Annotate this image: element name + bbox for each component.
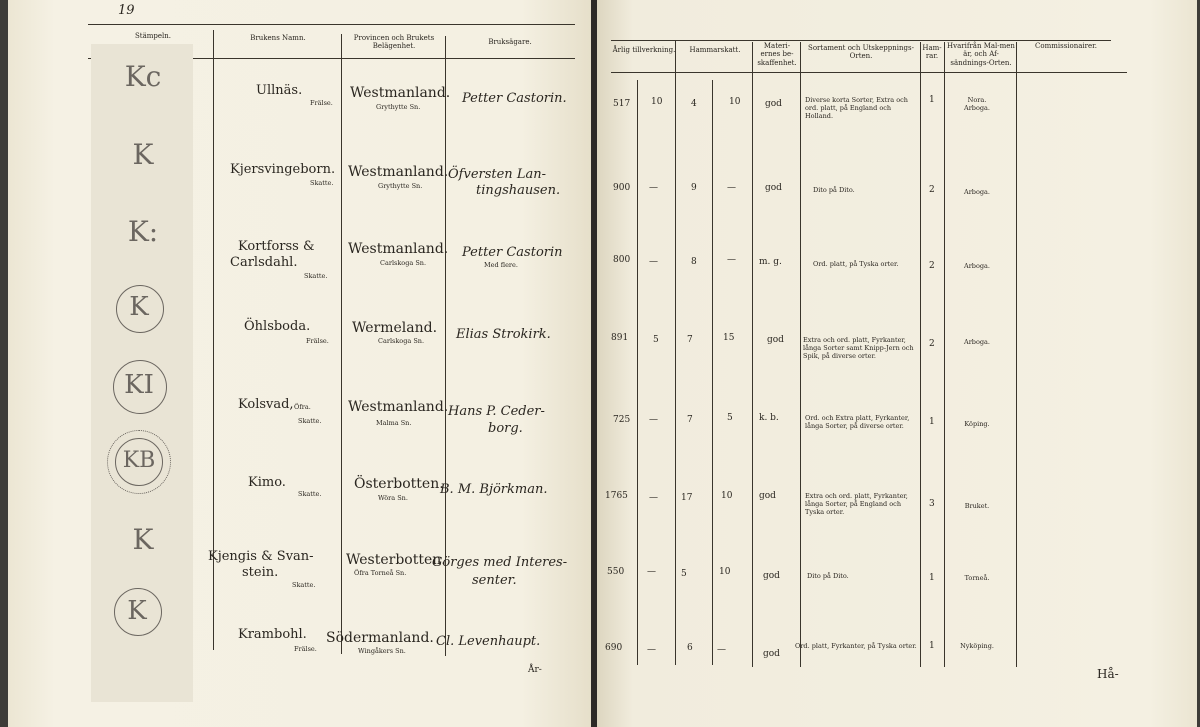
hammer-tax: 4 — [691, 99, 697, 109]
stamp-mark: KI — [124, 370, 154, 400]
owner: B. M. Björkman. — [440, 482, 548, 497]
origin: Arboga. — [964, 338, 990, 346]
production-part: — — [649, 493, 658, 503]
quality: god — [765, 99, 782, 109]
hammer-tax: 8 — [691, 257, 697, 267]
tenure: Skatte. — [298, 490, 322, 498]
owner-line2: borg. — [488, 421, 523, 436]
assortment: Ord. och Extra platt, Fyrkanter, långa Sorter, på diverse orter. — [805, 414, 910, 431]
hammers: 1 — [929, 573, 935, 583]
page-number: 19 — [118, 3, 135, 18]
owner-line2: tingshausen. — [476, 183, 561, 198]
tenure: Frälse. — [310, 99, 333, 107]
tenure: Frälse. — [306, 337, 329, 345]
assortment: Dito på Dito. — [807, 572, 849, 580]
parish: Carlskoga Sn. — [378, 337, 425, 345]
tenure: Skatte. — [292, 581, 316, 589]
origin: Arboga. — [964, 262, 990, 270]
stamp-mark: K: — [127, 215, 159, 248]
hammers: 2 — [929, 261, 935, 271]
header-quality: Materi-ernes be-skaffenhet. — [757, 42, 797, 67]
hammers: 3 — [929, 499, 935, 509]
production-part: 5 — [653, 335, 659, 345]
catchword-right: Hå- — [1097, 667, 1119, 681]
bruk-name: Kjersvingeborn. — [230, 162, 336, 177]
bruk-name: Kimo. — [248, 475, 286, 490]
header-commission: Commissionairer. — [1035, 42, 1097, 50]
parish: Grythytte Sn. — [378, 182, 423, 190]
quality: god — [763, 571, 780, 581]
production-part: 10 — [651, 97, 663, 107]
province: Westerbotten. — [346, 552, 446, 568]
header-owner: Bruksägare. — [488, 38, 532, 46]
bruk-name: Krambohl. — [238, 627, 307, 642]
production: 900 — [613, 183, 631, 193]
header-hammer-tax: Hammarskatt. — [689, 46, 741, 54]
hammers: 1 — [929, 641, 935, 651]
production: 725 — [613, 415, 631, 425]
top-rule — [611, 40, 1111, 41]
header-stamp: Stämpeln. — [134, 32, 171, 40]
bruk-name: Ullnäs. — [256, 83, 303, 98]
production: 690 — [605, 643, 623, 653]
assortment: Ord. platt, Fyrkanter, på Tyska orter. — [795, 642, 917, 650]
production: 1765 — [605, 491, 628, 501]
parish: Grythytte Sn. — [376, 103, 421, 111]
origin: Nora. Arboga. — [964, 96, 990, 113]
assortment: Diverse korta Sorter, Extra och ord. platt, på England och Holland. — [805, 96, 908, 121]
origin: Köping. — [964, 420, 990, 428]
owner: Petter Castorin — [462, 245, 563, 260]
bruk-name: Kolsvad, — [238, 397, 294, 412]
province: Österbotten. — [354, 476, 444, 492]
assortment: Extra och ord. platt, Fyrkanter, långa Sorter, på England och Tyska orter. — [805, 492, 908, 517]
owner: Hans P. Ceder- — [448, 404, 545, 419]
hammer-tax: 6 — [687, 643, 693, 653]
hammer-tax-part: 5 — [727, 413, 733, 423]
owner: Petter Castorin. — [462, 91, 567, 106]
quality: god — [765, 183, 782, 193]
hammer-tax-part: 15 — [723, 333, 735, 343]
parish: Malma Sn. — [376, 419, 412, 427]
origin: Nyköping. — [960, 642, 994, 650]
parish: Wingåkers Sn. — [358, 647, 406, 655]
province: Wermeland. — [352, 320, 438, 336]
hammers: 1 — [929, 417, 935, 427]
tenure: Skatte. — [298, 417, 322, 425]
bruk-name: Öhlsboda. — [244, 319, 311, 334]
stamp-mark: KB — [122, 448, 156, 473]
production-part: — — [649, 415, 658, 425]
tenure: Skatte. — [304, 272, 328, 280]
header-assortment: Sortament och Utskeppnings-Orten. — [808, 44, 914, 61]
tenure: Frälse. — [294, 645, 317, 653]
production-part: — — [649, 257, 658, 267]
assortment: Extra och ord. platt, Fyrkanter, långa Sorter samt Knipp-Jern och Spik, på diverse orter. — [803, 336, 914, 361]
right-page — [597, 0, 1197, 727]
parish: Carlskoga Sn. — [380, 259, 427, 267]
hammers: 2 — [929, 339, 935, 349]
production-part: — — [647, 645, 656, 655]
hammer-tax: 7 — [687, 335, 693, 345]
owner: Elias Strokirk. — [456, 327, 551, 342]
hammer-tax-part: 10 — [721, 491, 733, 501]
quality: k. b. — [759, 413, 779, 423]
production: 891 — [611, 333, 629, 343]
origin: Arboga. — [964, 188, 990, 196]
hammer-tax: 17 — [681, 493, 693, 503]
production: 800 — [613, 255, 631, 265]
production-part: — — [649, 183, 658, 193]
production: 550 — [607, 567, 625, 577]
hammer-tax: 7 — [687, 415, 693, 425]
production: 517 — [613, 99, 631, 109]
header-name: Brukens Namn. — [250, 34, 306, 42]
bruk-name: Kortforss & — [238, 239, 315, 254]
production-part: — — [647, 567, 656, 577]
catchword-left: År- — [528, 665, 542, 675]
owner: Öfversten Lan- — [448, 167, 546, 182]
quality: god — [767, 335, 784, 345]
province: Westmanland. — [348, 399, 449, 415]
hammer-tax: 9 — [691, 183, 697, 193]
hammer-tax-part: 10 — [729, 97, 741, 107]
tenure: Skatte. — [310, 179, 334, 187]
bruk-name-line2: Carlsdahl. — [230, 255, 298, 270]
owner: Cl. Levenhaupt. — [436, 634, 541, 649]
province: Westmanland. — [350, 85, 451, 101]
stamp-mark: Kc — [124, 60, 162, 93]
top-rule — [88, 24, 575, 25]
bruk-name-line2: stein. — [242, 565, 279, 580]
hammer-tax-part: — — [727, 255, 736, 265]
header-province: Provincen och Brukets Belägenhet. — [353, 34, 435, 51]
quality: god — [763, 649, 780, 659]
header-from: Hvarifrån Mal-men är, och Af-sändnings-Orten. — [947, 42, 1015, 67]
parish: Wöra Sn. — [378, 494, 408, 502]
province: Westmanland. — [348, 241, 449, 257]
hammer-tax: 5 — [681, 569, 687, 579]
header-production: Årlig tillverkning. — [612, 46, 676, 54]
stamp-mark: K — [132, 523, 154, 556]
bruk-name: Kjengis & Svan- — [208, 549, 314, 564]
origin: Bruket. — [964, 502, 990, 510]
owner-line2: senter. — [472, 573, 517, 588]
hammer-tax-part: 10 — [719, 567, 731, 577]
assortment: Dito på Dito. — [813, 186, 855, 194]
hammers: 2 — [929, 185, 935, 195]
origin: Torneå. — [964, 574, 990, 582]
province: Westmanland. — [348, 164, 449, 180]
hammer-tax-part: — — [727, 183, 736, 193]
owner: Görges med Interes- — [432, 555, 568, 570]
assortment: Ord. platt, på Tyska orter. — [813, 260, 899, 268]
stamp-mark: K — [129, 292, 149, 322]
left-page — [8, 0, 591, 727]
stamp-mark: K — [127, 596, 147, 626]
header-hammers: Ham-rar. — [922, 44, 942, 61]
stamp-mark: K — [132, 138, 154, 171]
province: Södermanland. — [326, 630, 434, 646]
bruk-name-suffix: Öfra. — [294, 403, 311, 411]
hammer-tax-part: — — [717, 645, 726, 655]
quality: god — [759, 491, 776, 501]
owner-note: Med flere. — [484, 261, 518, 269]
parish: Öfra Torneå Sn. — [354, 569, 407, 577]
hammers: 1 — [929, 95, 935, 105]
header-rule — [611, 72, 1127, 73]
quality: m. g. — [759, 257, 782, 267]
